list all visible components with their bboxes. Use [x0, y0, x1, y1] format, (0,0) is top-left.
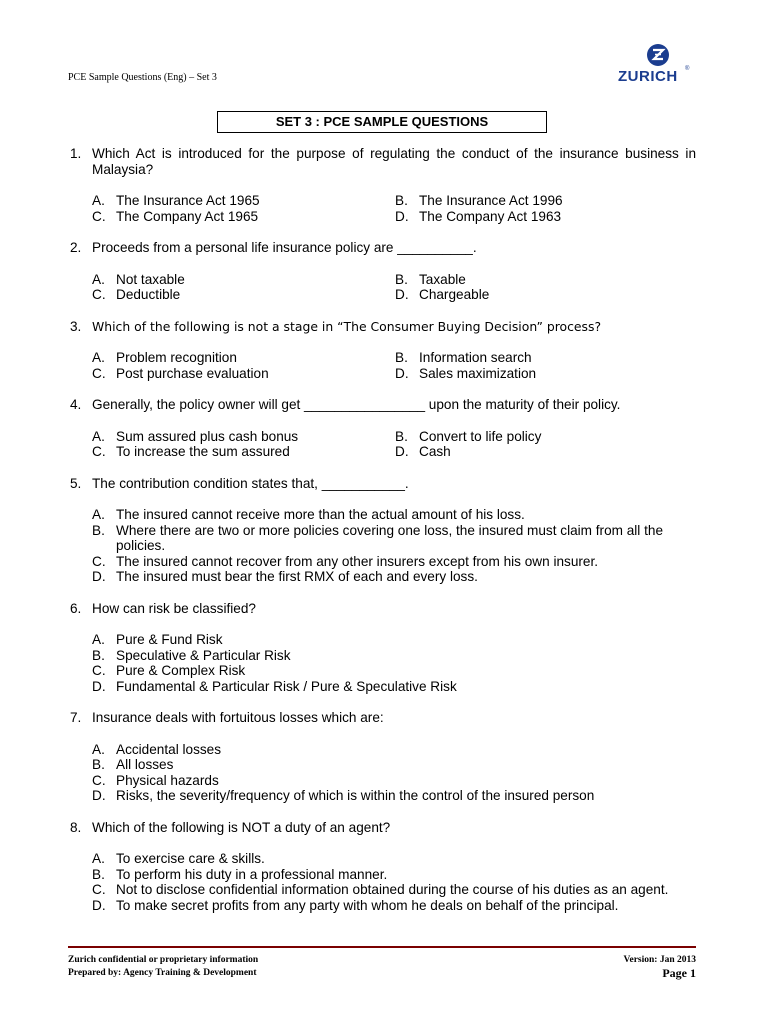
option-letter: D. [92, 678, 106, 694]
option-letter: A. [92, 428, 105, 444]
option-text: Risks, the severity/frequency of which is within the control of the insured person [116, 788, 595, 803]
question-stem: Insurance deals with fortuitous losses which are: [92, 710, 384, 725]
option-a [92, 742, 696, 758]
question-1 [68, 146, 696, 224]
option-text: To perform his duty in a professional manner. [116, 866, 388, 882]
option-d [92, 569, 696, 585]
option-text: Taxable [419, 271, 466, 287]
question-number: 4. [70, 397, 82, 412]
option-letter: B. [92, 522, 105, 538]
option-text: Convert to life policy [419, 428, 542, 444]
question-6 [68, 601, 696, 695]
option-b [395, 350, 696, 366]
options [92, 193, 696, 224]
option-letter: D. [395, 365, 409, 381]
option-d [395, 366, 696, 382]
option-letter: C. [92, 365, 106, 381]
option-b [395, 272, 696, 288]
option-a [92, 429, 395, 445]
option-text: Not to disclose confidential information obtained during the course of his duties as an agent. [116, 882, 669, 897]
option-letter: B. [395, 271, 408, 287]
registered-mark: ® [685, 66, 690, 72]
option-text: The insured must bear the first RMX of each and every loss. [116, 569, 478, 584]
zurich-wordmark: ZURICH [618, 68, 678, 85]
option-d [92, 788, 696, 804]
option-text: The Insurance Act 1996 [419, 193, 563, 208]
option-text: The insured cannot recover from any other insurers except from his own insurer. [116, 553, 599, 569]
option-letter: A. [92, 851, 105, 866]
option-letter: A. [92, 193, 105, 208]
option-letter: A. [92, 632, 105, 647]
option-letter: A. [92, 350, 105, 365]
question-number: 1. [70, 146, 82, 161]
footer-divider [68, 946, 696, 948]
question-stem: Proceeds from a personal life insurance policy are __________. [92, 240, 477, 255]
option-text: Pure & Complex Risk [116, 663, 246, 678]
option-a [92, 350, 395, 366]
question-5 [68, 476, 696, 585]
option-text: Information search [419, 350, 532, 365]
option-letter: C. [92, 663, 106, 678]
option-b [92, 867, 696, 883]
option-c [92, 882, 696, 898]
question-number: 8. [70, 819, 82, 835]
option-d [395, 444, 696, 460]
option-b [92, 523, 696, 554]
option-letter: C. [92, 772, 106, 788]
options [92, 851, 696, 913]
question-number: 2. [70, 240, 82, 255]
option-a [92, 507, 696, 523]
option-letter: B. [92, 757, 105, 772]
question-3 [68, 319, 696, 382]
option-letter: B. [395, 350, 408, 365]
zurich-logo [616, 42, 692, 88]
option-text: Post purchase evaluation [116, 365, 269, 381]
version-label: Version: Jan 2013 [623, 955, 696, 965]
question-8 [68, 820, 696, 914]
question-stem: Which Act is introduced for the purpose of regulating the conduct of the insurance business in Malaysia? [92, 146, 696, 177]
question-number: 7. [70, 710, 82, 725]
question-stem: Which of the following is not a stage in “The Consumer Buying Decision” process? [92, 318, 602, 334]
options [92, 429, 696, 460]
option-text: The insured cannot receive more than the actual amount of his loss. [116, 507, 525, 522]
option-text: The Company Act 1963 [419, 208, 562, 224]
option-letter: A. [92, 507, 105, 522]
option-text: Pure & Fund Risk [116, 632, 223, 647]
option-d [92, 898, 696, 914]
option-text: All losses [116, 757, 174, 772]
footer-left [68, 954, 258, 980]
zurich-z-icon [647, 44, 669, 66]
option-letter: C. [92, 553, 106, 569]
option-text: Speculative & Particular Risk [116, 647, 291, 663]
option-a [92, 851, 696, 867]
option-text: The Company Act 1965 [116, 208, 259, 224]
option-letter: D. [92, 897, 106, 913]
option-letter: D. [395, 444, 409, 459]
options [92, 350, 696, 381]
options [92, 632, 696, 694]
question-4 [68, 397, 696, 460]
question-list [68, 146, 696, 929]
option-b [395, 193, 696, 209]
option-letter: C. [92, 208, 106, 224]
question-number: 3. [70, 318, 82, 334]
option-c [92, 287, 395, 303]
option-text: The Insurance Act 1965 [116, 193, 260, 208]
option-text: Fundamental & Particular Risk / Pure & Speculative Risk [116, 678, 457, 694]
options [92, 272, 696, 303]
option-c [92, 444, 395, 460]
option-letter: C. [92, 444, 106, 459]
option-letter: A. [92, 271, 105, 287]
question-number: 5. [70, 475, 82, 491]
question-2 [68, 240, 696, 303]
option-letter: B. [395, 193, 408, 208]
option-b [92, 648, 696, 664]
option-b [92, 757, 696, 773]
question-stem: Generally, the policy owner will get ________________ upon the maturity of their policy. [92, 397, 621, 412]
option-c [92, 366, 395, 382]
option-text: Where there are two or more policies covering one loss, the insured must claim from all the policies. [116, 522, 664, 553]
header-doc-label: PCE Sample Questions (Eng) – Set 3 [68, 72, 217, 83]
option-text: Physical hazards [116, 772, 219, 788]
option-text: To make secret profits from any party with whom he deals on behalf of the principal. [116, 897, 619, 913]
option-c [92, 209, 395, 225]
question-stem: Which of the following is NOT a duty of an agent? [92, 819, 391, 835]
option-text: Chargeable [419, 287, 490, 302]
option-letter: B. [395, 428, 408, 444]
option-letter: A. [92, 741, 105, 757]
option-text: To increase the sum assured [116, 444, 290, 459]
option-text: Problem recognition [116, 350, 237, 365]
option-letter: C. [92, 882, 106, 897]
option-text: Cash [419, 444, 451, 459]
option-d [395, 209, 696, 225]
prepared-by: Prepared by: Agency Training & Development [68, 968, 257, 978]
option-letter: D. [395, 287, 409, 302]
option-c [92, 663, 696, 679]
question-7 [68, 710, 696, 804]
option-d [92, 679, 696, 695]
question-stem: How can risk be classified? [92, 600, 256, 616]
option-text: Deductible [116, 287, 181, 302]
option-letter: D. [92, 788, 106, 803]
option-text: Sales maximization [419, 365, 537, 381]
option-text: Sum assured plus cash bonus [116, 428, 299, 444]
option-letter: D. [92, 569, 106, 584]
option-letter: B. [92, 866, 105, 882]
confidential-notice: Zurich confidential or proprietary information [68, 955, 259, 965]
option-text: Not taxable [116, 271, 185, 287]
option-letter: C. [92, 287, 106, 302]
option-b [395, 429, 696, 445]
option-c [92, 773, 696, 789]
page-title: SET 3 : PCE SAMPLE QUESTIONS [217, 111, 547, 133]
page-number: Page 1 [662, 966, 696, 980]
options [92, 507, 696, 585]
option-text: Accidental losses [116, 741, 222, 757]
option-a [92, 632, 696, 648]
options [92, 742, 696, 804]
option-letter: B. [92, 647, 105, 663]
option-a [92, 272, 395, 288]
option-d [395, 287, 696, 303]
footer-right [624, 954, 697, 980]
option-letter: D. [395, 208, 409, 224]
option-text: To exercise care & skills. [116, 851, 265, 866]
question-stem: The contribution condition states that, ___________. [92, 475, 409, 491]
option-c [92, 554, 696, 570]
option-a [92, 193, 395, 209]
question-number: 6. [70, 600, 82, 616]
